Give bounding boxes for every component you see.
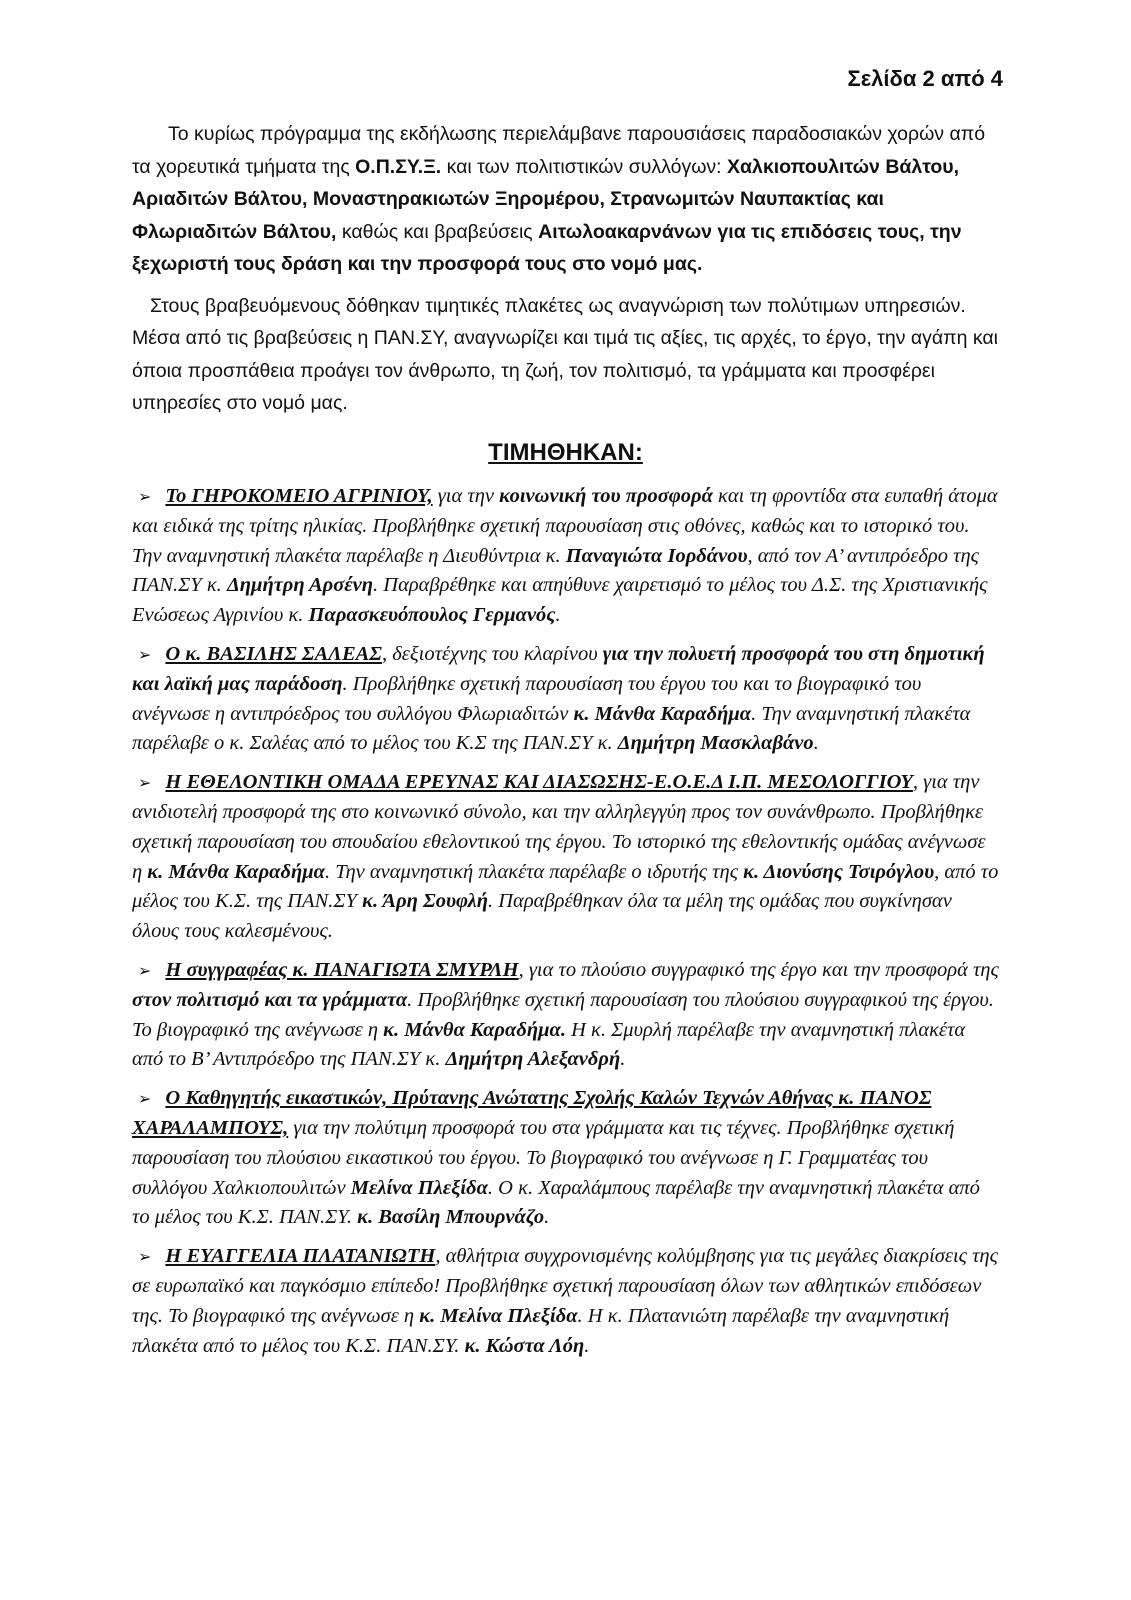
item-text: , για το πλούσιο συγγραφικό της έργο και την προσφορά της — [518, 958, 999, 981]
page-number: Σελίδα 2 από 4 — [847, 66, 1003, 91]
item-bold-text: Δημήτρη Αλεξανδρή — [445, 1048, 621, 1071]
item-bold-text: κ. Άρη Σουφλή — [362, 890, 488, 913]
list-item — [132, 768, 1000, 947]
item-text: , από τον Α’ αντιπρόεδρο της ΠΑΝ.ΣΥ κ. — [132, 544, 979, 597]
honoree-name: Ο κ. ΒΑΣΙΛΗΣ ΣΑΛΕΑΣ — [165, 642, 382, 665]
list-item — [132, 482, 1000, 631]
item-bold-text: κ. Κώστα Λόη — [464, 1334, 585, 1357]
arrow-bullet-icon: ➢ — [138, 773, 152, 793]
list-item — [132, 1084, 1000, 1233]
item-bold-text: κ. Μελίνα Πλεξίδα — [419, 1304, 578, 1327]
intro-section — [132, 118, 1002, 420]
item-text: . Παραβρέθηκε και απηύθυνε χαιρετισμό το μέλος του Δ.Σ. της Χριστιανικής Ενώσεως Αγρινίου κ. — [132, 574, 988, 627]
list-item — [132, 956, 1000, 1075]
item-text: . Την αναμνηστική πλακέτα παρέλαβε ο ιδρυτής της — [324, 860, 744, 883]
item-text: . Την αναμνηστική πλακέτα παρέλαβε ο κ. Σαλέας από το μέλος του Κ.Σ της ΠΑΝ.ΣΥ κ. — [132, 702, 971, 755]
intro-text: καθώς και βραβεύσεις — [336, 220, 539, 243]
item-text: για την πολύτιμη προσφορά του στα γράμματα και τις τέχνες. Προβλήθηκε σχετική παρουσίαση του πλούσιου εικαστικού του έργου. Το βιογραφικό του ανέγνωσε η Γ. Γραμματέας του συλλόγου Χαλκιοπουλιτών — [132, 1116, 955, 1199]
item-text: , αθλήτρια συγχρονισμένης κολύμβησης για τις μεγάλες διακρίσεις της σε ευρωπαϊκό και παγκόσμιο επίπεδο! Προβλήθηκε σχετική παρουσίαση όλων των αθλητικών επιδόσεων της. Το βιογραφικό της ανέγνωσε η — [132, 1245, 998, 1327]
item-text: . — [544, 1206, 550, 1229]
item-text: . Προβλήθηκε σχετική παρουσίαση του πλούσιου συγγραφικού της έργου. Το βιογραφικό της ανέγνωσε η — [132, 988, 994, 1041]
item-text: , από το μέλος του Κ.Σ. της ΠΑΝ.ΣΥ — [132, 860, 999, 913]
item-bold-text: κ. Διονύσης Τσιρόγλου — [743, 860, 935, 883]
item-bold-text: Παρασκευόπουλος Γερμανός — [308, 604, 556, 627]
item-bold-text: Δημήτρη Μασκλαβάνο — [617, 732, 814, 755]
arrow-bullet-icon: ➢ — [138, 1089, 152, 1109]
arrow-bullet-icon: ➢ — [138, 960, 152, 980]
item-text: . Ο κ. Χαραλάμπους παρέλαβε την αναμνηστική πλακέτα από το μέλος του Κ.Σ. ΠΑΝ.ΣΥ. — [132, 1176, 980, 1229]
intro-text: και των πολιτιστικών συλλόγων: — [441, 155, 728, 178]
list-item — [132, 640, 1000, 759]
intro-paragraph-1 — [132, 118, 1002, 281]
item-text: . — [813, 732, 819, 755]
item-bold-text: κ. Βασίλη Μπουρνάζο — [357, 1206, 545, 1229]
item-bold-text: Παναγιώτα Ιορδάνου — [565, 544, 748, 567]
honorees-list — [132, 482, 1000, 1370]
honoree-name: Ο Καθηγητής εικαστικών, Πρύτανης Ανώτατης Σχολής Καλών Τεχνών Αθήνας κ. ΠΑΝΟΣ ΧΑΡΑΛΑΜΠΟΥΣ, — [132, 1087, 932, 1139]
intro-paragraph-2: Στους βραβευόμενους δόθηκαν τιμητικές πλακέτες ως αναγνώριση των πολύτιμων υπηρεσιών. Μέσα από τις βραβεύσεις η ΠΑΝ.ΣΥ, αναγνωρίζει και τιμά τις αξίες, τις αρχές, το έργο, την αγάπη και όποια προσπάθεια προάγει τον άνθρωπο, τη ζωή, τον πολιτισμό, τα γράμματα και προσφέρει υπηρεσίες στο νομό μας. — [132, 294, 999, 414]
item-text: , δεξιοτέχνης του κλαρίνου — [381, 642, 603, 665]
intro-bold-text: Χαλκιοπουλιτών Βάλτου, Αριαδιτών Βάλτου, Μοναστηρακιωτών Ξηρομέρου, Στρανωμιτών Ναυπακτίας και Φλωριαδιτών Βάλτου, — [132, 155, 960, 243]
item-text: . Προβλήθηκε σχετική παρουσίαση του έργου του και το βιογραφικό του ανέγνωσε η αντιπρόεδρος του συλλόγου Φλωριαδιτών — [132, 672, 922, 725]
honoree-name: Το ΓΗΡΟΚΟΜΕΙΟ ΑΓΡΙΝΙΟΥ, — [165, 485, 433, 507]
item-text: Η κ. Σμυρλή παρέλαβε την αναμνηστική πλακέτα από το Β’ Αντιπρόεδρο της ΠΑΝ.ΣΥ κ. — [132, 1018, 966, 1071]
item-bold-text: κ. Μάνθα Καραδήμα — [147, 860, 325, 883]
item-text: , για την ανιδιοτελή προσφορά της στο κοινωνικό σύνολο, και την αλληλεγγύη προς τον συνάνθρωπο. Προβλήθηκε σχετική παρουσίαση του σπουδαίου εθελοντικού της έργου. Το ιστορικό της εθελοντικής ομάδας ανέγνωσε η — [132, 771, 986, 883]
item-text: . — [555, 604, 561, 627]
honoree-name: Η συγγραφέας κ. ΠΑΝΑΓΙΩΤΑ ΣΜΥΡΛΗ — [165, 958, 519, 981]
intro-bold-text: Ο.Π.ΣΥ.Ξ. — [355, 155, 442, 178]
intro-text: Το κυρίως πρόγραμμα της εκδήλωσης περιελάμβανε παρουσιάσεις παραδοσιακών χορών από τα χορευτικά τμήματα της — [132, 123, 986, 178]
honoree-name: Η ΕΘΕΛΟΝΤΙΚΗ ΟΜΑΔΑ ΕΡΕΥΝΑΣ ΚΑΙ ΔΙΑΣΩΣΗΣ-Ε.Ο.Ε.Δ Ι.Π. ΜΕΣΟΛΟΓΓΙΟΥ — [165, 771, 913, 794]
item-bold-text: Μελίνα Πλεξίδα — [350, 1176, 488, 1199]
item-bold-text: κ. Μάνθα Καραδήμα. — [383, 1018, 566, 1041]
item-bold-text: για την πολυετή προσφορά του στη δημοτική και λαϊκή μας παράδοση — [132, 642, 985, 695]
item-bold-text: κοινωνική του προσφορά — [499, 485, 713, 507]
arrow-bullet-icon: ➢ — [138, 1247, 152, 1267]
list-item — [132, 1242, 1000, 1361]
item-text: για την — [432, 485, 500, 507]
item-bold-text: κ. Μάνθα Καραδήμα — [573, 702, 752, 725]
item-bold-text: Δημήτρη Αρσένη — [226, 574, 374, 597]
item-text: . — [620, 1048, 626, 1071]
item-text: . Παραβρέθηκαν όλα τα μέλη της ομάδας που συγκίνησαν όλους τους καλεσμένους. — [132, 890, 952, 943]
item-text: . Η κ. Πλατανιώτη παρέλαβε την αναμνηστική πλακέτα από το μέλος του Κ.Σ. ΠΑΝ.ΣΥ. — [132, 1304, 950, 1357]
item-text: . — [584, 1334, 590, 1357]
arrow-bullet-icon: ➢ — [138, 487, 152, 506]
arrow-bullet-icon: ➢ — [138, 644, 152, 664]
honoree-name: Η ΕΥΑΓΓΕΛΙΑ ΠΛΑΤΑΝΙΩΤΗ — [165, 1245, 436, 1268]
intro-bold-text: Αιτωλοακαρνάνων για τις επιδόσεις τους, την ξεχωριστή τους δράση και την προσφορά τους στο νομό μας. — [132, 220, 962, 275]
section-title: ΤΙΜΗΘΗΚΑΝ: — [488, 439, 643, 466]
item-text: και τη φροντίδα στα ευπαθή άτομα και ειδικά της τρίτης ηλικίας. Προβλήθηκε σχετική παρουσίαση στις οθόνες, καθώς και το ιστορικό του. Την αναμνηστική πλακέτα παρέλαβε η Διευθύντρια κ. — [132, 485, 998, 567]
item-bold-text: στον πολιτισμό και τα γράμματα — [132, 988, 408, 1011]
